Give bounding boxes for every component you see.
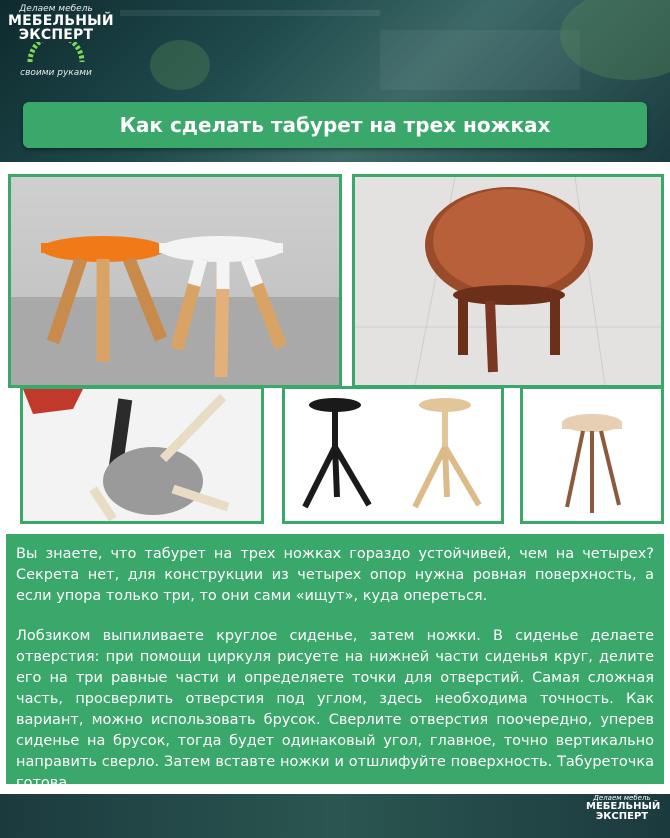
black-and-natural-stools-photo [285, 389, 501, 521]
logo-name-line1: МЕБЕЛЬНЫЙ [8, 13, 114, 29]
logo-tagline-top: Делаем мебель [19, 4, 93, 14]
photo-small-tripod-stool [520, 386, 664, 524]
paragraph-1: Вы знаете, что табурет на трех ножках гораздо устойчивей, чем на четырех? Секрета нет, для конструкции из четырех опор нужна ровная поверхность, а если упора только три, то они сами «ищут», куда опереться. [16, 546, 654, 604]
footer-logo-tagline: Делаем мебель [593, 794, 651, 802]
photo-drilling-legs [20, 386, 264, 524]
brand-logo[interactable] [8, 4, 114, 90]
photo-round-wooden-stool [352, 174, 664, 388]
drilling-legs-photo [23, 389, 261, 521]
photo-orange-white-stools [8, 174, 342, 388]
footer-logo[interactable] [586, 794, 661, 838]
round-wooden-stool-photo [355, 177, 661, 385]
article-text [6, 534, 664, 791]
saw-blade-icon [26, 42, 86, 64]
orange-and-white-stools-photo [11, 177, 339, 385]
small-tripod-stool-photo [523, 389, 661, 521]
paragraph-2: Лобзиком выпиливаете круглое сиденье, затем ножки. В сиденье делаете отверстия: при помощи циркуля рисуете на нижней части сиденья круг, делите его на три равные части и определяете точки для отверстий. Самая сложная часть, просверлить отверстия под углом, здесь необходима точность. Как вариант, можно использовать брусок. Сверлите отверстия поочередно, уперев сиденье на брусок, тогда будет одинаковый угол, главное, точно вертикально направить сверло. Затем вставте ножки и отшлифуйте поверхность. Табуреточка готова. [16, 628, 654, 791]
logo-tagline-bottom: своими руками [20, 68, 92, 78]
footer [0, 794, 670, 838]
footer-logo-name-line2: ЭКСПЕРТ [595, 811, 649, 822]
logo-name-line2: ЭКСПЕРТ [18, 27, 94, 43]
footer-logo-name-line1: МЕБЕЛЬНЫЙ [586, 801, 661, 812]
page-title: Как сделать табурет на трех ножках [23, 102, 647, 148]
photo-black-natural-stools [282, 386, 504, 524]
